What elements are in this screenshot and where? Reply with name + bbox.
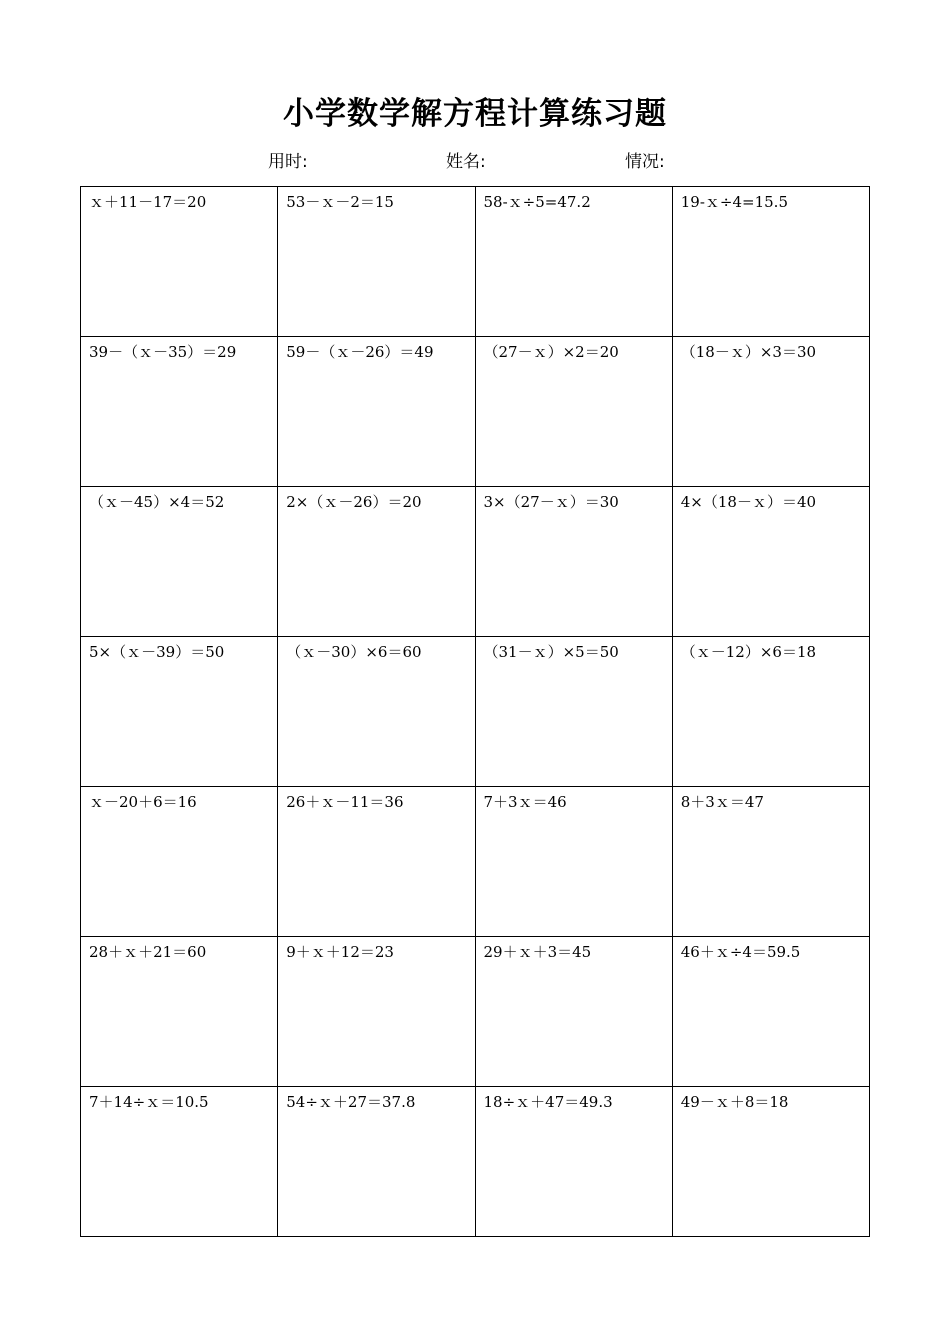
status-label: 情况: [625, 152, 665, 172]
problem-cell: 58-ｘ÷5=47.2 [476, 187, 673, 337]
problem-cell: 39－（ｘ－35）＝29 [81, 337, 278, 487]
problem-cell: 46＋ｘ÷4＝59.5 [673, 937, 870, 1087]
problem-cell: 5×（ｘ－39）＝50 [81, 637, 278, 787]
problem-cell: 18÷ｘ＋47＝49.3 [476, 1087, 673, 1237]
problem-cell: 28＋ｘ＋21＝60 [81, 937, 278, 1087]
problem-cell: （31－ｘ）×5＝50 [476, 637, 673, 787]
problem-cell: 49－ｘ＋8＝18 [673, 1087, 870, 1237]
problem-cell: 9＋ｘ＋12＝23 [278, 937, 475, 1087]
problem-cell: 8＋3ｘ＝47 [673, 787, 870, 937]
time-label: 用时: [268, 152, 308, 172]
problem-grid [80, 186, 870, 1237]
problem-cell: ｘ＋11－17＝20 [81, 187, 278, 337]
name-label: 姓名: [446, 152, 486, 172]
problem-cell: 7＋14÷ｘ＝10.5 [81, 1087, 278, 1237]
problem-cell: 2×（ｘ－26）＝20 [278, 487, 475, 637]
page-title: 小学数学解方程计算练习题 [283, 96, 667, 132]
problem-cell: 53－ｘ－2＝15 [278, 187, 475, 337]
problem-cell: 7＋3ｘ＝46 [476, 787, 673, 937]
problem-cell: 26＋ｘ－11＝36 [278, 787, 475, 937]
problem-cell: ｘ－20＋6＝16 [81, 787, 278, 937]
problem-cell: （ｘ－30）×6＝60 [278, 637, 475, 787]
problem-cell: 59－（ｘ－26）＝49 [278, 337, 475, 487]
problem-cell: 4×（18－ｘ）＝40 [673, 487, 870, 637]
problem-cell: 29＋ｘ＋3＝45 [476, 937, 673, 1087]
problem-cell: 54÷ｘ＋27＝37.8 [278, 1087, 475, 1237]
problem-cell: （ｘ－45）×4＝52 [81, 487, 278, 637]
problem-cell: （18－ｘ）×3＝30 [673, 337, 870, 487]
problem-cell: 3×（27－ｘ）＝30 [476, 487, 673, 637]
problem-cell: （ｘ－12）×6＝18 [673, 637, 870, 787]
problem-cell: 19-ｘ÷4=15.5 [673, 187, 870, 337]
problem-cell: （27－ｘ）×2＝20 [476, 337, 673, 487]
